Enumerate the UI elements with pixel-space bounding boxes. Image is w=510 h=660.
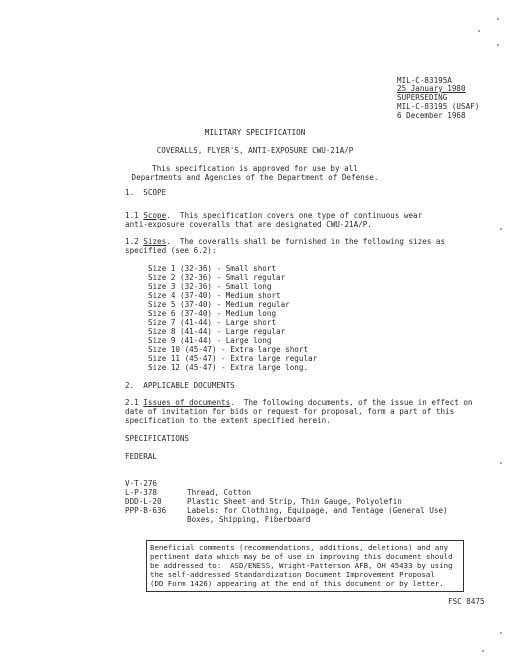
specifications-heading: SPECIFICATIONS [125,434,190,443]
superseded-doc: MIL-C-83195 (USAF) [397,102,480,111]
size-item: Size 11 (45-47) - Extra large regular [148,354,318,363]
size-item: Size 5 (37-40) - Medium regular [148,300,290,309]
paragraph-text: . The following documents, of the issue in effect on [230,398,473,407]
size-item: Size 8 (41-44) - Large regular [148,327,286,336]
scan-speck [500,632,502,634]
paragraph-text: . The coveralls shall be furnished in the following sizes as [166,237,446,246]
doc-date: 25 January 1980 [397,84,466,93]
scan-speck [482,650,484,652]
notice-line: (DD Form 1426) appearing at the end of this document or by letter. [150,579,444,588]
paragraph-1-2-line-2: specified (see 6.2): [125,246,217,255]
size-item: Size 7 (41-44) - Large short [148,318,277,327]
approval-line-1: This specification is approved for use by all [152,164,358,173]
scan-speck [500,462,502,464]
spec-heading: MILITARY SPECIFICATION [204,128,306,137]
notice-line: Beneficial comments (recommendations, additions, deletions) and any [150,543,449,552]
spec-description: Plastic Sheet and Strip, Thin Gauge, Polyolefin [187,497,402,506]
size-item: Size 6 (37-40) - Medium long [148,309,277,318]
size-item: Size 9 (41-44) - Large long [148,336,272,345]
size-item: Size 1 (32-36) - Small short [148,264,277,273]
notice-line: pertinent data which may be of use in improving this document should [150,552,453,561]
paragraph-title: Issues of documents [143,398,231,407]
federal-heading: FEDERAL [125,452,158,461]
doc-number: MIL-C-83195A [397,76,452,85]
notice-line: the self-addressed Standardization Document Improvement Proposal [150,570,435,579]
notice-line: be addressed to: ASD/ENESS, Wright-Patterson AFB, OH 45433 by using [150,561,453,570]
spec-code: V-T-276 [125,479,158,488]
section-2-heading: 2. APPLICABLE DOCUMENTS [125,381,235,390]
superseding-label: SUPERSEDING [397,93,448,102]
scan-speck [500,228,502,230]
section-1-heading: 1. SCOPE [125,188,167,197]
scan-speck [497,18,499,20]
spec-subject: COVERALLS, FLYER'S, ANTI-EXPOSURE CWU-21A/P [156,146,354,155]
paragraph-1-1-line-2: anti-exposure coveralls that are designated CWU-21A/P. [125,220,372,229]
size-item: Size 12 (45-47) - Extra large long. [148,363,309,372]
fsc-code: FSC 8475 [448,597,485,606]
paragraph-1-2-line-1 [125,237,445,246]
comments-notice-box [146,540,464,592]
paragraph-2-1-line-2: date of invitation for bids or request for proposal, form a part of this [125,407,455,416]
spec-code: PPP-B-636 [125,506,167,515]
paragraph-title: Sizes [143,237,167,246]
superseded-date: 6 December 1968 [397,111,466,120]
paragraph-2-1-line-1 [125,398,472,407]
size-item: Size 10 (45-47) - Extra large short [148,345,309,354]
size-item: Size 3 (32-36) - Small long [148,282,272,291]
paragraph-number: 2.1 [125,398,139,407]
paragraph-number: 1.2 [125,237,139,246]
spec-description: Labels: for Clothing, Equipage, and Tentage (General Use) [187,506,448,515]
spec-code: DDD-L-20 [125,497,162,506]
paragraph-title: Scope [143,211,167,220]
size-item: Size 4 (37-40) - Medium short [148,291,281,300]
spec-description: Boxes, Shipping, Fiberboard [187,515,311,524]
size-item: Size 2 (32-36) - Small regular [148,273,286,282]
paragraph-2-1-line-3: specification to the extent specified herein. [125,416,331,425]
paragraph-1-1-line-1 [125,211,422,220]
scan-speck [478,30,480,32]
approval-line-2: Departments and Agencies of the Department of Defense. [131,173,379,182]
spec-code: L-P-378 [125,488,158,497]
paragraph-number: 1.1 [125,211,139,220]
paragraph-text: . This specification covers one type of continuous wear [166,211,423,220]
scan-speck [497,44,499,46]
spec-description: Thread, Cotton [187,488,252,497]
